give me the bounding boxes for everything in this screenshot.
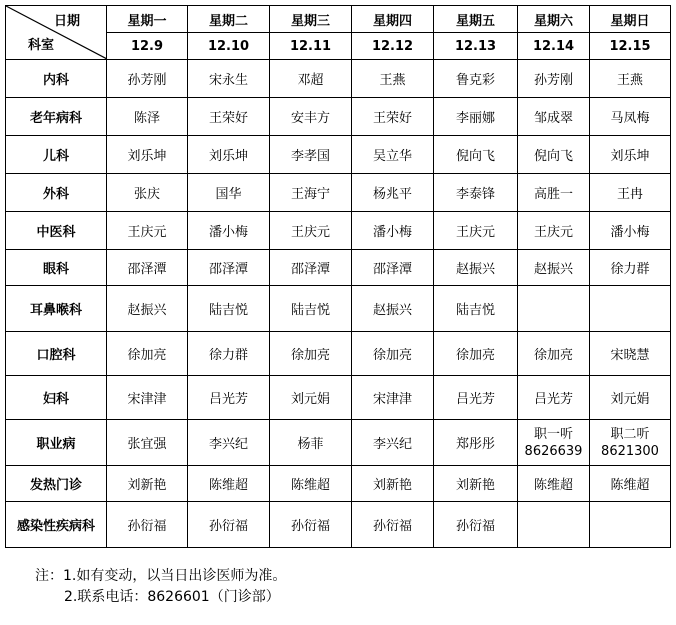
doctor-cell: 邹成翠 — [518, 98, 590, 136]
contact-phone: 8626639 — [524, 443, 583, 459]
doctor-cell: 刘元娟 — [590, 376, 671, 420]
doctor-cell: 徐力群 — [188, 332, 270, 376]
doctor-cell: 鲁克彩 — [434, 60, 518, 98]
doctor-cell: 孙芳刚 — [518, 60, 590, 98]
header-day-3: 星期三 — [270, 6, 352, 33]
doctor-cell: 吴立华 — [352, 136, 434, 174]
header-day-7: 星期日 — [590, 6, 671, 33]
doctor-cell — [518, 286, 590, 332]
table-row — [6, 502, 671, 548]
corner-dept-label: 科室 — [28, 38, 55, 53]
doctor-cell: 国华 — [188, 174, 270, 212]
doctor-cell: 宋晓慧 — [590, 332, 671, 376]
doctor-cell: 王庆元 — [107, 212, 188, 250]
doctor-cell: 刘新艳 — [107, 466, 188, 502]
doctor-cell: 赵振兴 — [518, 250, 590, 286]
dept-name-cell: 发热门诊 — [6, 466, 107, 502]
doctor-cell: 孙衍福 — [352, 502, 434, 548]
notes-section — [35, 566, 286, 608]
table-row — [6, 136, 671, 174]
doctor-cell: 陈泽 — [107, 98, 188, 136]
doctor-cell: 刘元娟 — [270, 376, 352, 420]
doctor-cell: 邵泽潭 — [270, 250, 352, 286]
doctor-cell: 张宜强 — [107, 420, 188, 466]
doctor-cell: 刘乐坤 — [590, 136, 671, 174]
doctor-cell: 邓超 — [270, 60, 352, 98]
doctor-cell: 王庆元 — [518, 212, 590, 250]
dept-name-cell: 内科 — [6, 60, 107, 98]
doctor-cell: 王荣好 — [352, 98, 434, 136]
doctor-cell: 邵泽潭 — [352, 250, 434, 286]
corner-date-label: 日期 — [53, 14, 80, 29]
doctor-cell: 杨菲 — [270, 420, 352, 466]
dept-name-cell: 儿科 — [6, 136, 107, 174]
doctor-cell: 陆吉悦 — [188, 286, 270, 332]
dept-name-cell: 眼科 — [6, 250, 107, 286]
doctor-cell: 赵振兴 — [434, 250, 518, 286]
table-row — [6, 98, 671, 136]
header-date-1: 12.9 — [107, 33, 188, 60]
doctor-cell: 徐力群 — [590, 250, 671, 286]
doctor-cell: 王海宁 — [270, 174, 352, 212]
doctor-cell: 孙芳刚 — [107, 60, 188, 98]
dept-name-cell: 职业病 — [6, 420, 107, 466]
doctor-cell: 吕光芳 — [518, 376, 590, 420]
doctor-cell: 王荣好 — [188, 98, 270, 136]
doctor-cell: 陈维超 — [590, 466, 671, 502]
doctor-cell: 王冉 — [590, 174, 671, 212]
doctor-cell: 孙衍福 — [434, 502, 518, 548]
doctor-cell: 倪向飞 — [518, 136, 590, 174]
doctor-cell: 陆吉悦 — [270, 286, 352, 332]
header-day-1: 星期一 — [107, 6, 188, 33]
dept-name-cell: 感染性疾病科 — [6, 502, 107, 548]
doctor-cell: 杨兆平 — [352, 174, 434, 212]
header-date-5: 12.13 — [434, 33, 518, 60]
doctor-cell: 吕光芳 — [188, 376, 270, 420]
header-day-6: 星期六 — [518, 6, 590, 33]
doctor-cell: 孙衍福 — [107, 502, 188, 548]
contact-line: 职一听 — [533, 426, 573, 442]
note-line-2: 2.联系电话：8626601（门诊部） — [64, 589, 280, 605]
header-day-4: 星期四 — [352, 6, 434, 33]
doctor-cell: 刘乐坤 — [188, 136, 270, 174]
table-row — [6, 466, 671, 502]
doctor-cell: 李兴纪 — [352, 420, 434, 466]
header-date-6: 12.14 — [518, 33, 590, 60]
doctor-cell: 郑彤彤 — [434, 420, 518, 466]
doctor-cell: 邵泽潭 — [107, 250, 188, 286]
doctor-cell: 王庆元 — [270, 212, 352, 250]
doctor-cell: 李孝国 — [270, 136, 352, 174]
doctor-cell: 徐加亮 — [270, 332, 352, 376]
doctor-cell: 张庆 — [107, 174, 188, 212]
table-row — [6, 212, 671, 250]
contact-phone: 8621300 — [601, 443, 659, 459]
doctor-cell: 刘乐坤 — [107, 136, 188, 174]
doctor-cell: 李泰锋 — [434, 174, 518, 212]
doctor-cell: 赵振兴 — [107, 286, 188, 332]
dept-name-cell: 中医科 — [6, 212, 107, 250]
phone-contact-cell — [518, 420, 590, 466]
table-row — [6, 376, 671, 420]
doctor-cell: 宋津津 — [352, 376, 434, 420]
doctor-cell: 陆吉悦 — [434, 286, 518, 332]
header-date-3: 12.11 — [270, 33, 352, 60]
table-row — [6, 286, 671, 332]
doctor-cell: 李丽娜 — [434, 98, 518, 136]
header-date-4: 12.12 — [352, 33, 434, 60]
doctor-cell: 倪向飞 — [434, 136, 518, 174]
doctor-cell: 潘小梅 — [590, 212, 671, 250]
phone-contact-cell — [590, 420, 671, 466]
doctor-cell: 陈维超 — [518, 466, 590, 502]
header-date-2: 12.10 — [188, 33, 270, 60]
table-row — [6, 174, 671, 212]
doctor-cell: 王燕 — [352, 60, 434, 98]
header-day-5: 星期五 — [434, 6, 518, 33]
doctor-cell: 安丰方 — [270, 98, 352, 136]
doctor-cell — [518, 502, 590, 548]
doctor-cell: 潘小梅 — [188, 212, 270, 250]
schedule-table — [5, 5, 671, 548]
doctor-cell: 吕光芳 — [434, 376, 518, 420]
header-date-7: 12.15 — [590, 33, 671, 60]
doctor-cell: 徐加亮 — [107, 332, 188, 376]
dept-name-cell: 耳鼻喉科 — [6, 286, 107, 332]
doctor-cell: 李兴纪 — [188, 420, 270, 466]
doctor-cell: 宋津津 — [107, 376, 188, 420]
header-day-2: 星期二 — [188, 6, 270, 33]
table-row — [6, 250, 671, 286]
doctor-cell — [590, 286, 671, 332]
dept-name-cell: 老年病科 — [6, 98, 107, 136]
dept-name-cell: 外科 — [6, 174, 107, 212]
note-line-1: 注：1.如有变动，以当日出诊医师为准。 — [35, 568, 287, 584]
dept-name-cell: 口腔科 — [6, 332, 107, 376]
doctor-cell: 徐加亮 — [518, 332, 590, 376]
doctor-cell: 徐加亮 — [434, 332, 518, 376]
doctor-cell: 宋永生 — [188, 60, 270, 98]
doctor-cell: 陈维超 — [270, 466, 352, 502]
contact-line: 职二听 — [610, 426, 650, 442]
doctor-cell: 徐加亮 — [352, 332, 434, 376]
doctor-cell: 马凤梅 — [590, 98, 671, 136]
header-corner-cell — [6, 6, 107, 60]
doctor-cell: 邵泽潭 — [188, 250, 270, 286]
table-row — [6, 420, 671, 466]
doctor-cell: 王庆元 — [434, 212, 518, 250]
doctor-cell: 刘新艳 — [434, 466, 518, 502]
doctor-cell: 王燕 — [590, 60, 671, 98]
doctor-cell: 潘小梅 — [352, 212, 434, 250]
dept-name-cell: 妇科 — [6, 376, 107, 420]
doctor-cell: 高胜一 — [518, 174, 590, 212]
doctor-cell: 赵振兴 — [352, 286, 434, 332]
table-row — [6, 60, 671, 98]
table-row — [6, 332, 671, 376]
doctor-cell: 刘新艳 — [352, 466, 434, 502]
doctor-cell: 孙衍福 — [188, 502, 270, 548]
doctor-cell: 陈维超 — [188, 466, 270, 502]
doctor-cell — [590, 502, 671, 548]
doctor-cell: 孙衍福 — [270, 502, 352, 548]
